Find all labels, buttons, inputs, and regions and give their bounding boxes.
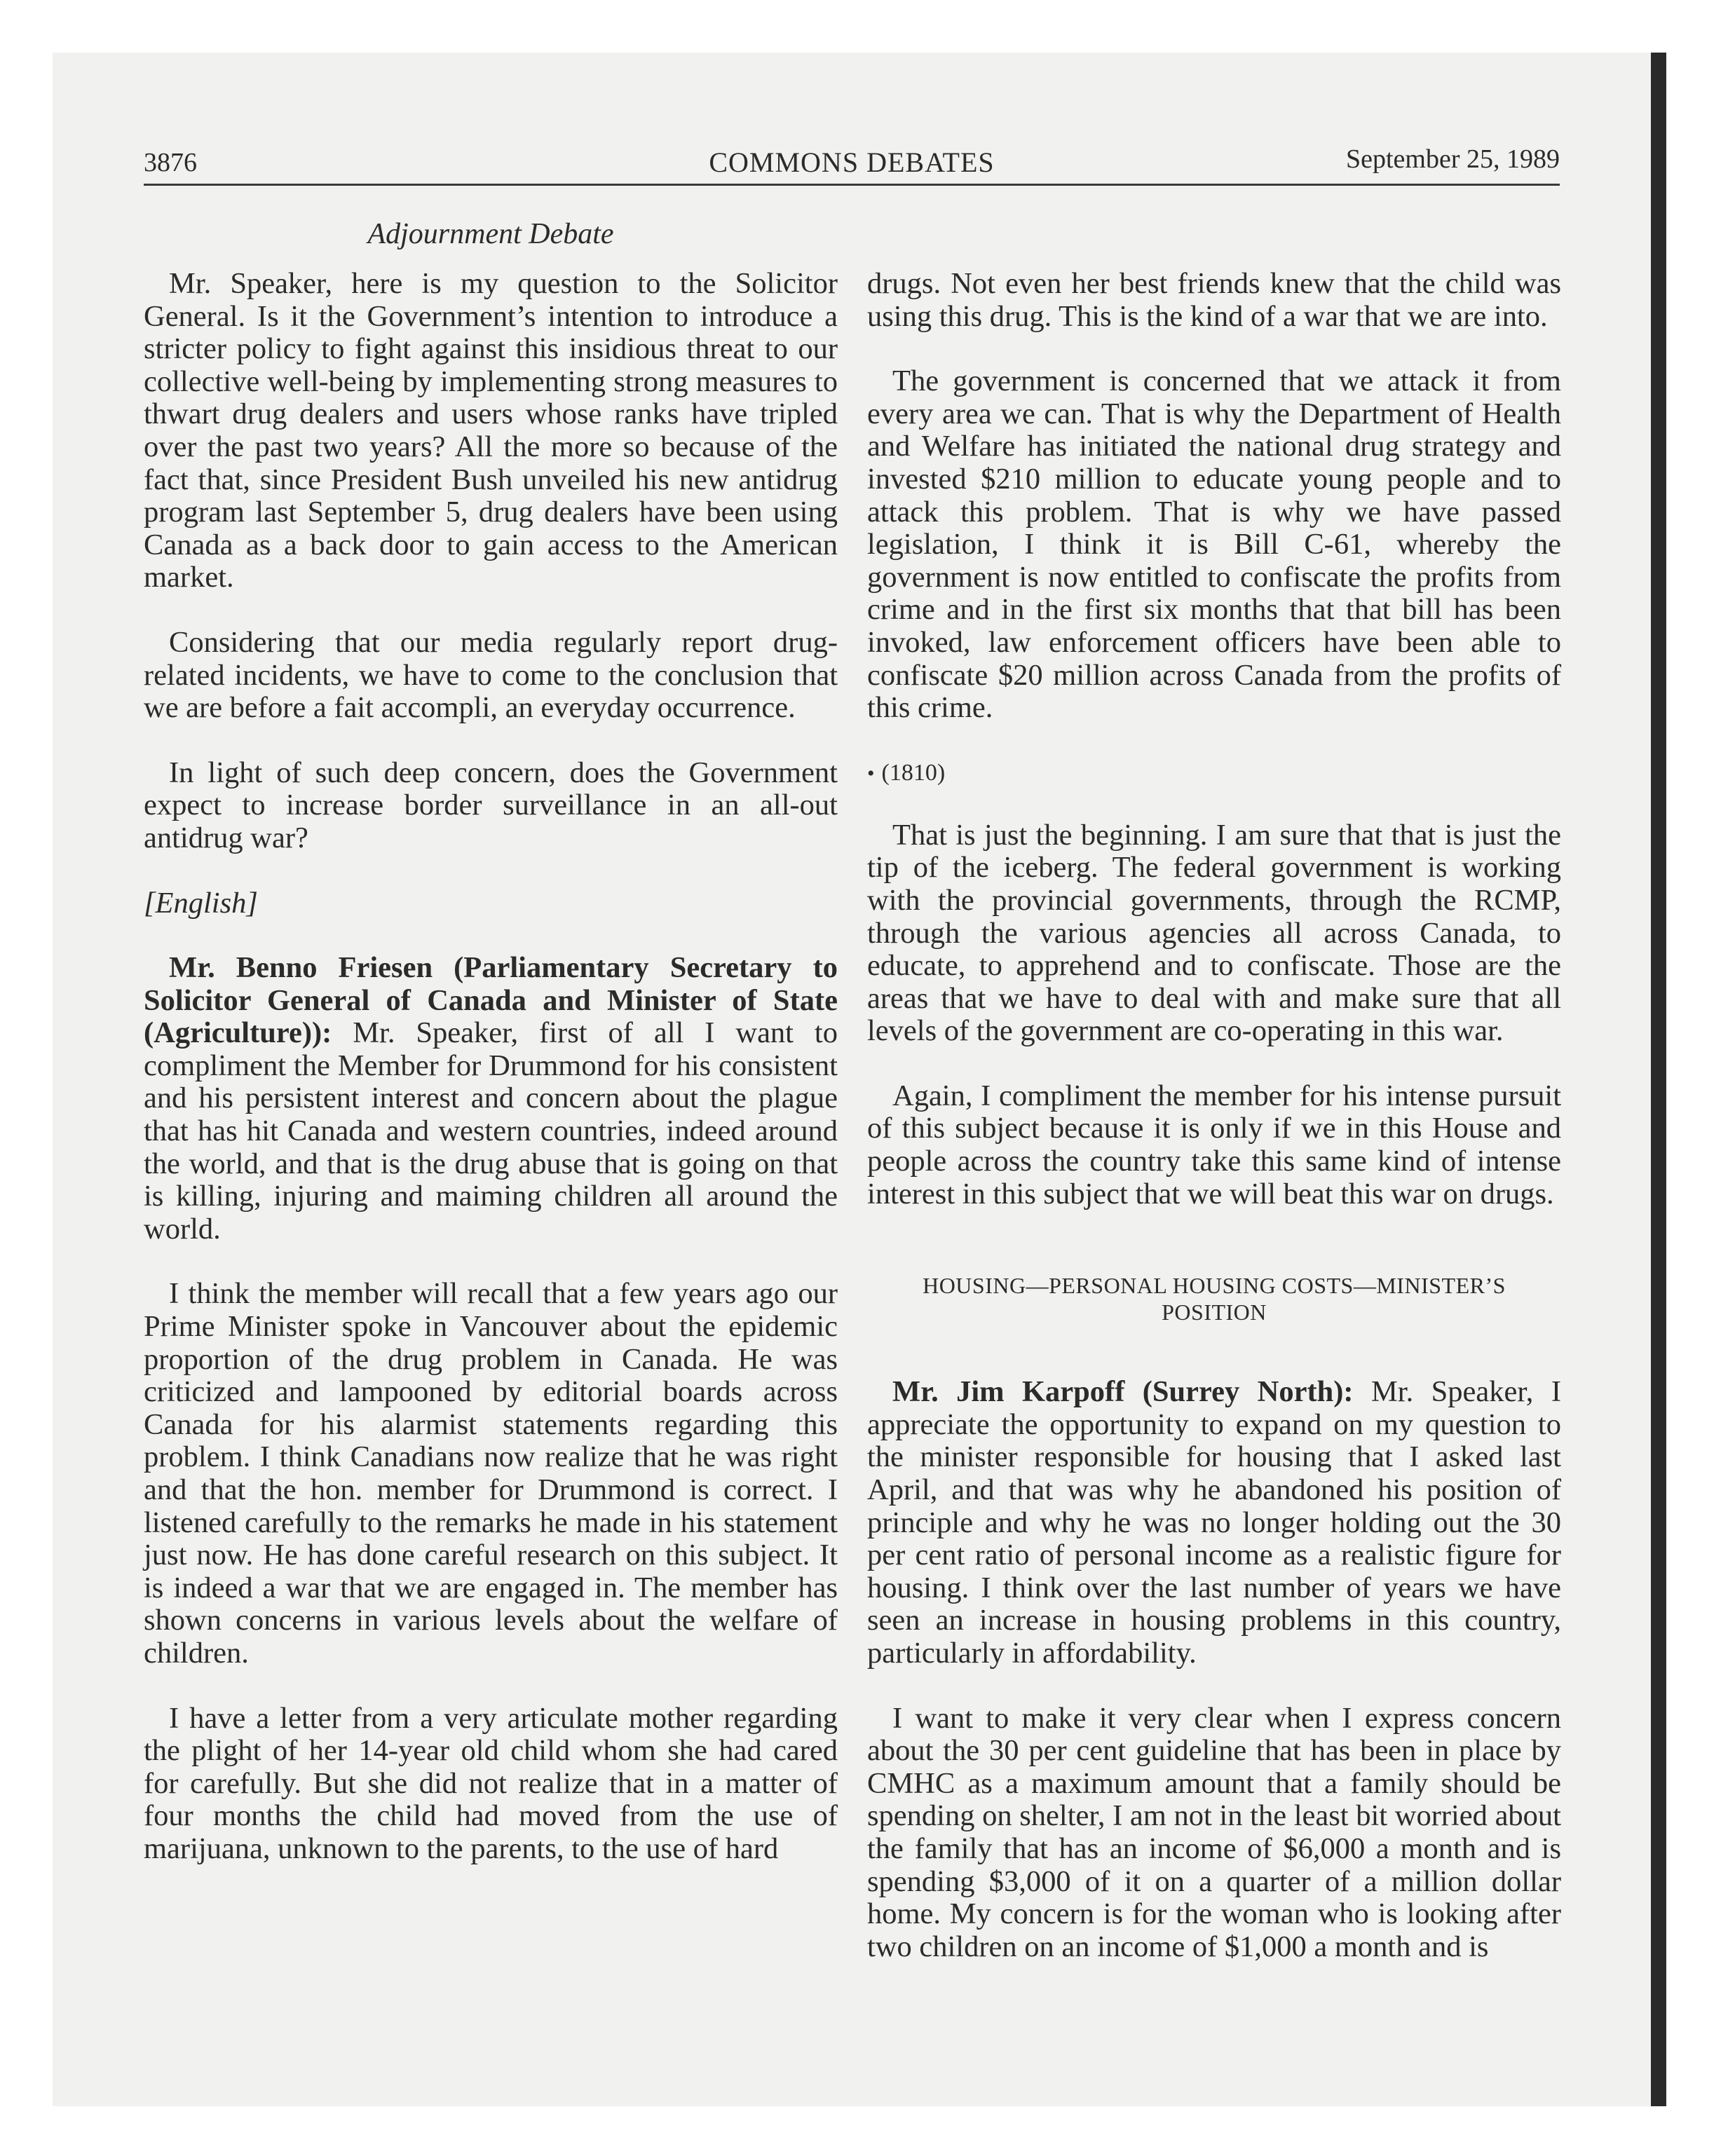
timestamp: (1810) [881, 759, 946, 786]
speaker-name: Mr. Benno Friesen (Parliamentary Secretary to Solicitor General of Canada and Minister of State (Agriculture)): [144, 951, 838, 1050]
page-number: 3876 [144, 148, 197, 177]
section-subheading: HOUSING—PERSONAL HOUSING COSTS—MINISTER’S POSITION [923, 1273, 1506, 1325]
speaker-paragraph [867, 1376, 1561, 1670]
language-tag: [English] [144, 886, 258, 920]
paragraph: That is just the beginning. I am sure that that is just the tip of the iceberg. The federal government is working with the provincial governments, through the RCMP, through the various agencies all across Canada, to educate, to apprehend and to confiscate. Those are the areas that we have to deal with and make sure that all levels of the government are co-operating in this war. [867, 818, 1561, 1048]
speaker-paragraph [144, 952, 838, 1246]
bullet-icon: • [867, 761, 875, 785]
header-date: September 25, 1989 [1345, 144, 1560, 174]
left-column [144, 268, 838, 1898]
speaker-name: Mr. Jim Karpoff (Surrey North): [892, 1375, 1354, 1409]
paragraph: I have a letter from a very articulate mother regarding the plight of her 14-year old child whom she had cared for carefully. But she did not realize that in a matter of four months the child had moved from the use of marijuana, unknown to the parents, to the use of hard [144, 1701, 838, 1865]
journal-title: COMMONS DEBATES [709, 146, 995, 178]
paragraph: I want to make it very clear when I express concern about the 30 per cent guideline that has been in place by CMHC as a maximum amount that a family should be spending on shelter, I am not in the least bit worried about the family that has an income of $6,000 a month and is spending $3,000 of it on a quarter of a million dollar home. My concern is for the woman who is looking after two children on an income of $1,000 a month and is [867, 1701, 1561, 1963]
paragraph: In light of such deep concern, does the Government expect to increase border surveillance in an all-out antidrug war? [144, 756, 838, 854]
speech-text: Mr. Speaker, I appreciate the opportunity to expand on my question to the minister responsible for housing that I asked last April, and that was why he abandoned his position of principle and why he was no longer holding out the 30 per cent ratio of personal income as a realistic figure for housing. I think over the last number of years we have seen an increase in housing problems in this country, particularly in affordability. [867, 1375, 1561, 1670]
paragraph: The government is concerned that we attack it from every area we can. That is why the Department of Health and Welfare has initiated the national drug strategy and invested $210 million to educate young people and to attack this problem. That is why we have passed legislation, I think it is Bill C-61, whereby the government is now entitled to confiscate the profits from crime and in the first six months that that bill has been invoked, law enforcement officers have been able to confiscate $20 million across Canada from the profits of this crime. [867, 364, 1561, 725]
paragraph: Considering that our media regularly report drug-related incidents, we have to come to the conclusion that we are before a fait accompli, an everyday occurrence. [144, 625, 838, 725]
timestamp-marker [867, 757, 1561, 790]
paragraph: I think the member will recall that a few years ago our Prime Minister spoke in Vancouver about the epidemic proportion of the drug problem in Canada. He was criticized and lampooned by editorial boards across Canada for his alarmist statements regarding this problem. I think Canadians now realize that he was right and that the hon. member for Drummond is correct. I listened carefully to the remarks he made in his statement just now. He has done careful research on this subject. It is indeed a war that we are engaged in. The member has shown concerns in various levels about the welfare of children. [144, 1277, 838, 1670]
page-binding-edge [1651, 53, 1666, 2106]
header-rule [144, 184, 1560, 186]
paragraph: drugs. Not even her best friends knew that the child was using this drug. This is the kind of a war that we are into. [867, 267, 1561, 333]
speech-text: Mr. Speaker, first of all I want to compliment the Member for Drummond for his consistent and his persistent interest and concern about the plague that has hit Canada and western countries, indeed around the world, and that is the drug abuse that is going on that is killing, injuring and maiming children all around the world. [144, 1016, 838, 1246]
paragraph: Again, I compliment the member for his intense pursuit of this subject because it is only if we in this House and people across the country take this same kind of intense interest in this subject that we will beat this war on drugs. [867, 1079, 1561, 1210]
running-header [144, 140, 1560, 182]
paragraph: Mr. Speaker, here is my question to the Solicitor General. Is it the Government’s intention to introduce a stricter policy to fight against this insidious threat to our collective well-being by implementing strong measures to thwart drug dealers and users whose ranks have tripled over the past two years? All the more so because of the fact that, since President Bush unveiled his new antidrug program last September 5, drug dealers have been using Canada as a back door to gain access to the American market. [144, 267, 838, 594]
right-column [867, 268, 1561, 1995]
section-label: Adjournment Debate [367, 218, 614, 250]
